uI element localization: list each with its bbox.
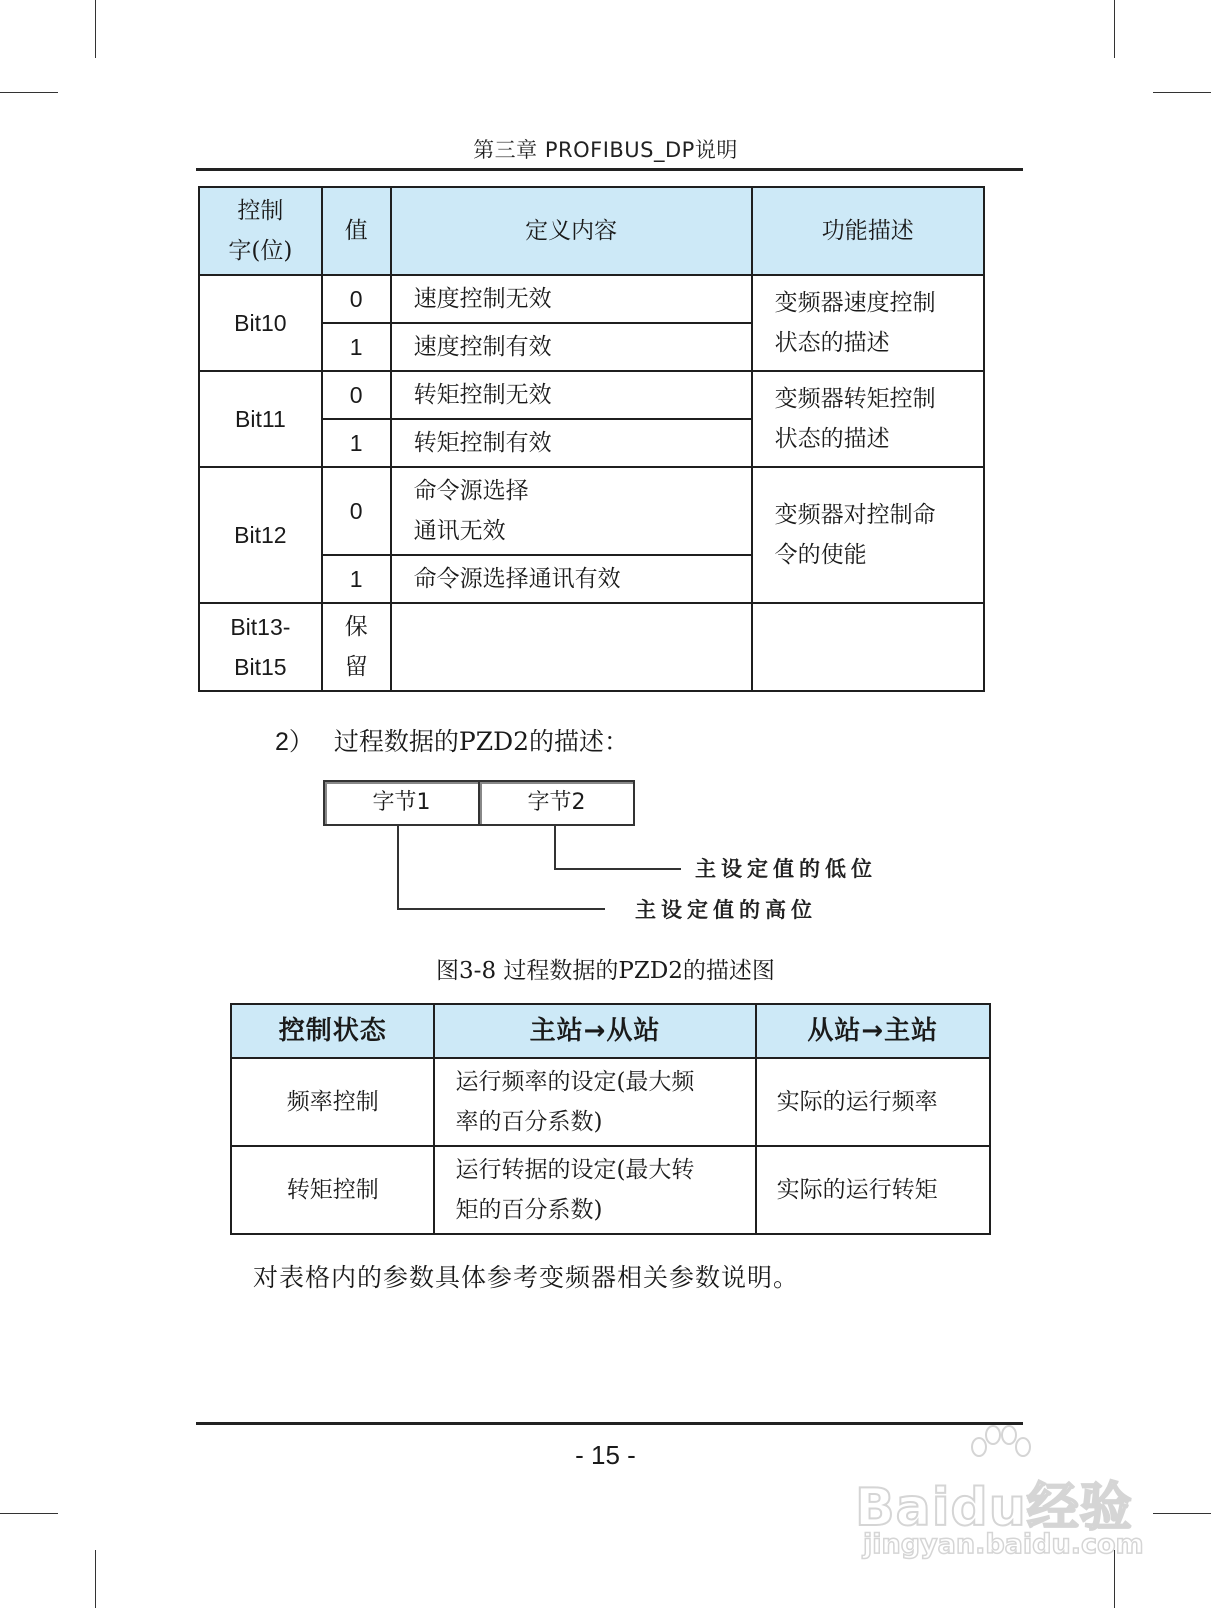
control-state: 频率控制 <box>231 1058 434 1146</box>
figure-caption: 图3-8 过程数据的PZD2的描述图 <box>436 958 775 984</box>
bit-definition <box>391 603 752 691</box>
byte1-box: 字节1 <box>323 780 480 826</box>
bit-definition: 命令源选择通讯有效 <box>391 555 752 603</box>
leader-line <box>554 868 681 870</box>
bit-name: Bit13- Bit15 <box>199 603 322 691</box>
slave-to-master: 实际的运行转矩 <box>756 1146 990 1234</box>
bit-value: 0 <box>322 275 391 323</box>
bit-value: 1 <box>322 419 391 467</box>
header-control-word: 控制 字(位) <box>199 187 322 275</box>
bit-value: 1 <box>322 323 391 371</box>
slave-to-master: 实际的运行频率 <box>756 1058 990 1146</box>
high-byte-label: 主设定值的高位 <box>635 898 817 922</box>
header-master-to-slave: 主站→从站 <box>434 1004 755 1058</box>
header-slave-to-master: 从站→主站 <box>756 1004 990 1058</box>
control-mode-table <box>230 1003 991 1235</box>
bit-function: 变频器速度控制 状态的描述 <box>752 275 984 371</box>
crop-mark <box>1114 0 1115 58</box>
header-definition: 定义内容 <box>391 187 752 275</box>
crop-mark <box>0 1513 58 1514</box>
header-control-state: 控制状态 <box>231 1004 434 1058</box>
bit-value: 0 <box>322 371 391 419</box>
section-title: 过程数据的PZD2的描述： <box>333 727 630 756</box>
table-row <box>231 1058 990 1146</box>
table-row <box>199 603 984 691</box>
crop-mark <box>95 0 96 58</box>
bit-definition: 转矩控制无效 <box>391 371 752 419</box>
bit-name: Bit11 <box>199 371 322 467</box>
low-byte-label: 主设定值的低位 <box>695 857 877 881</box>
header-rule <box>196 168 1023 171</box>
master-to-slave: 运行转据的设定(最大转 矩的百分系数) <box>434 1146 755 1234</box>
table-header-row <box>199 187 984 275</box>
bit-definition: 速度控制有效 <box>391 323 752 371</box>
crop-mark <box>0 92 58 93</box>
table-header-row <box>231 1004 990 1058</box>
table-row <box>199 275 984 323</box>
watermark-logo-text: Baidu经验 <box>855 1478 1133 1538</box>
control-bits-table <box>198 186 985 692</box>
master-to-slave: 运行频率的设定(最大频 率的百分系数) <box>434 1058 755 1146</box>
watermark-site: jingyan.baidu.com <box>863 1529 1144 1560</box>
section-number: 2） <box>275 728 314 756</box>
table-row <box>231 1146 990 1234</box>
bit-definition: 命令源选择 通讯无效 <box>391 467 752 555</box>
header-function: 功能描述 <box>752 187 984 275</box>
bit-definition: 转矩控制有效 <box>391 419 752 467</box>
control-state: 转矩控制 <box>231 1146 434 1234</box>
header-value: 值 <box>322 187 391 275</box>
bit-value: 1 <box>322 555 391 603</box>
bit-function: 变频器对控制命 令的使能 <box>752 467 984 603</box>
leader-line <box>554 824 556 870</box>
reference-note: 对表格内的参数具体参考变频器相关参数说明。 <box>253 1263 800 1292</box>
section-heading <box>275 722 629 758</box>
bit-value: 0 <box>322 467 391 555</box>
leader-line <box>397 908 605 910</box>
bit-function <box>752 603 984 691</box>
byte2-box: 字节2 <box>478 780 635 826</box>
baidu-watermark <box>855 1425 1185 1560</box>
crop-mark <box>1153 92 1211 93</box>
bit-name: Bit10 <box>199 275 322 371</box>
chapter-header: 第三章 PROFIBUS_DP说明 <box>473 138 738 162</box>
crop-mark <box>95 1550 96 1608</box>
bit-function: 变频器转矩控制 状态的描述 <box>752 371 984 467</box>
leader-line <box>397 824 399 910</box>
bit-name: Bit12 <box>199 467 322 603</box>
table-row <box>199 467 984 555</box>
table-row <box>199 371 984 419</box>
page-number: - 15 - <box>575 1440 636 1470</box>
bit-definition: 速度控制无效 <box>391 275 752 323</box>
bit-value: 保 留 <box>322 603 391 691</box>
